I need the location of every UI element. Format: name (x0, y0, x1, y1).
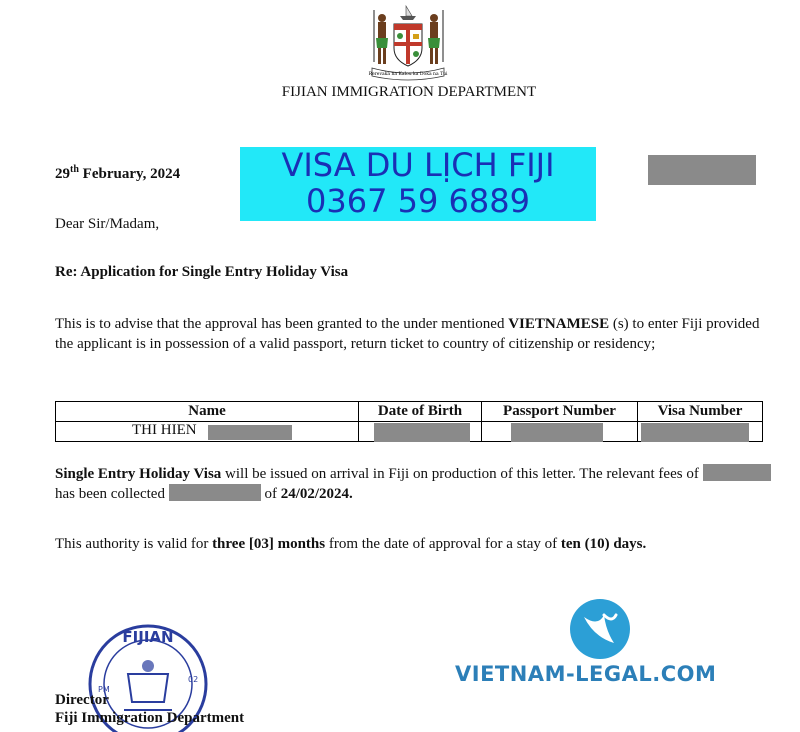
salutation: Dear Sir/Madam, (55, 216, 160, 232)
emblem-motto: Rerevaka na Kalou ka Doka na Tui (368, 72, 448, 77)
table-header-row (56, 402, 763, 422)
cell-passport-number (482, 422, 638, 442)
signatory-title: Director (55, 692, 109, 708)
validity-paragraph: This authority is valid for three [03] months from the date of approval for a stay of ten (10) days. (55, 536, 647, 552)
header-name: Name (56, 402, 359, 422)
fees-paragraph: Single Entry Holiday Visa will be issued on arrival in Fiji on production of this letter. The relevant fees of has been collected of 24/02/2024. (55, 464, 775, 504)
letter-date: 29th February, 2024 (55, 164, 181, 182)
stamp-left-text: PM (98, 685, 110, 694)
brand-watermark-text: VIETNAM-LEGAL.COM (455, 662, 717, 686)
header-passport-number: Passport Number (482, 402, 638, 422)
redacted-passport (511, 423, 603, 442)
promo-line-2: 0367 59 6889 (306, 182, 530, 220)
subject-line: Re: Application for Single Entry Holiday Visa (55, 264, 349, 280)
redacted-surname (208, 425, 292, 440)
bird-logo-icon (568, 597, 632, 661)
approval-paragraph: This is to advise that the approval has been granted to the under mentioned VIETNAMESE (s) to enter Fiji provided the applicant is in possession of a valid passport, return ticket to country of citizenship or residency; (55, 316, 760, 352)
redacted-visa-number (641, 423, 749, 442)
cell-date-of-birth (359, 422, 482, 442)
stamp-right-text: 02 (188, 675, 199, 684)
promo-line-1: VISA DU LỊCH FIJI (281, 146, 555, 184)
redacted-reference (648, 155, 756, 185)
table-row (56, 422, 763, 442)
applicant-name: THI HIEN (132, 422, 197, 438)
department-heading: FIJIAN IMMIGRATION DEPARTMENT (281, 84, 537, 100)
signatory-department: Fiji Immigration Department (55, 710, 245, 726)
header-visa-number: Visa Number (638, 402, 763, 422)
applicant-table (55, 401, 763, 442)
redacted-receipt (169, 484, 261, 501)
promo-overlay (240, 147, 596, 221)
cell-visa-number (638, 422, 763, 442)
redacted-dob (374, 423, 470, 442)
header-date-of-birth: Date of Birth (359, 402, 482, 422)
redacted-fee-amount (703, 464, 771, 481)
cell-name (56, 422, 359, 442)
fiji-coat-of-arms-icon (366, 4, 450, 82)
stamp-text: FIJIAN (122, 628, 174, 646)
